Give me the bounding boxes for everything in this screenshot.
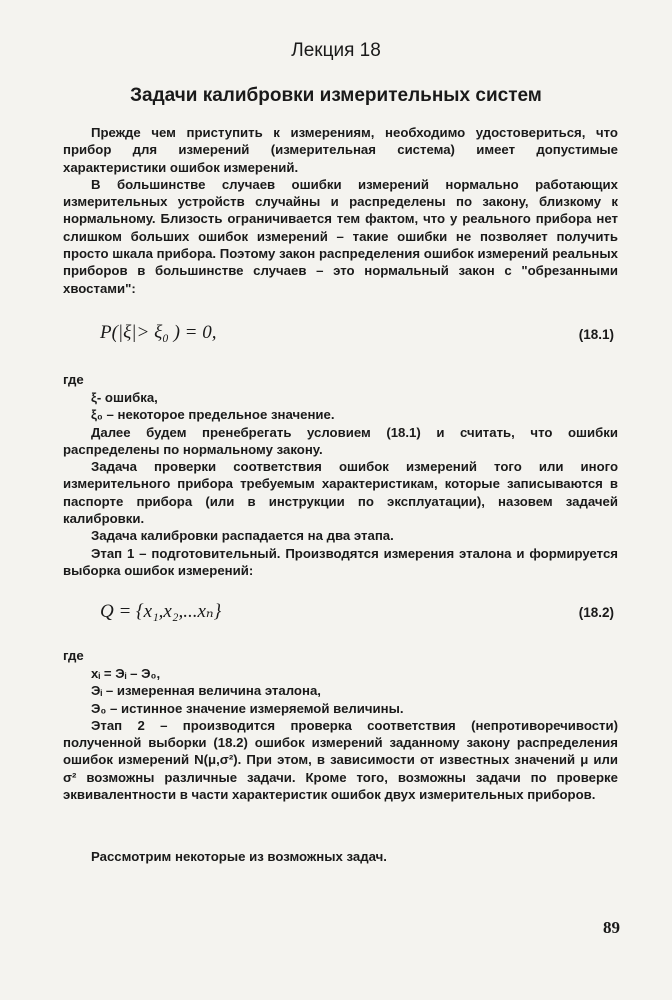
paragraph-4: Задача проверки соответствия ошибок измерений того или иного измерительного прибора требуемым характеристикам, которые записываются в паспорте прибора (или в инструкции по эксплуатации), назовем задачей калибровки. [63,459,618,527]
section-title: Задачи калибровки измерительных систем [130,85,542,106]
paragraph-1: Прежде чем приступить к измерениям, необходимо удостовериться, что прибор для измерений (измерительная система) имеет допустимые характеристики ошибок измерений. [63,125,618,175]
paragraph-6: Этап 1 – подготовительный. Производятся измерения эталона и формируется выборка ошибок измерений: [63,545,618,578]
definition-ei: Эᵢ – измеренная величина эталона, [91,683,321,699]
paragraph-5: Задача калибровки распадается на два этапа. [91,528,394,544]
equation-number-18-2: (18.2) [578,605,614,620]
lecture-title: Лекция 18 [291,40,381,61]
definition-xi-formula: xᵢ = Эᵢ – Э₀, [91,666,161,681]
paragraph-7: Этап 2 – производится проверка соответствия (непротиворечивости) полученной выборки (18.2) ошибок измерений заданному закону распределения ошибок измерений N(μ,σ²). При этом, в зависимости от известных значений μ или σ² возможны различные задачи. Кроме того, возможны задачи по проверке эквивалентности в части характеристик ошибок двух измерительных приборов. [63,717,618,803]
equation-number-18-1: (18.1) [578,327,614,342]
definition-e0: Э₀ – истинное значение измеряемой величины. [91,700,404,716]
closing-sentence: Рассмотрим некоторые из возможных задач. [91,849,387,864]
paragraph-3: Далее будем пренебрегать условием (18.1) и считать, что ошибки распределены по нормальному закону. [63,424,618,457]
paragraph-2: В большинстве случаев ошибки измерений нормально работающих измерительных устройств случайны и распределены по закону, близкому к нормальному. Близость ограничивается тем фактом, что у реального прибора нет слишком больших ошибок измерений – такие ошибки не позволяет получить просто шкала прибора. Поэтому закон распределения ошибок измерений реальных приборов в большинстве случаев – это нормальный закон с "обрезанными хвостами": [63,176,618,296]
definition-xi0: ξ₀ – некоторое предельное значение. [91,407,335,423]
definitions-block-1 [63,389,618,579]
definition-xi: ξ- ошибка, [91,390,158,405]
where-label-2: где [63,648,84,663]
formula-18-1: P(|ξ|> ξ₀ ) = 0, [100,322,217,343]
where-label-1: где [63,372,84,387]
intro-text [63,124,618,297]
closing-block [63,848,618,865]
definitions-block-2 [63,665,618,803]
page-number: 89 [603,918,620,937]
formula-18-2: Q = {x₁,x₂,...xₙ} [100,601,222,622]
